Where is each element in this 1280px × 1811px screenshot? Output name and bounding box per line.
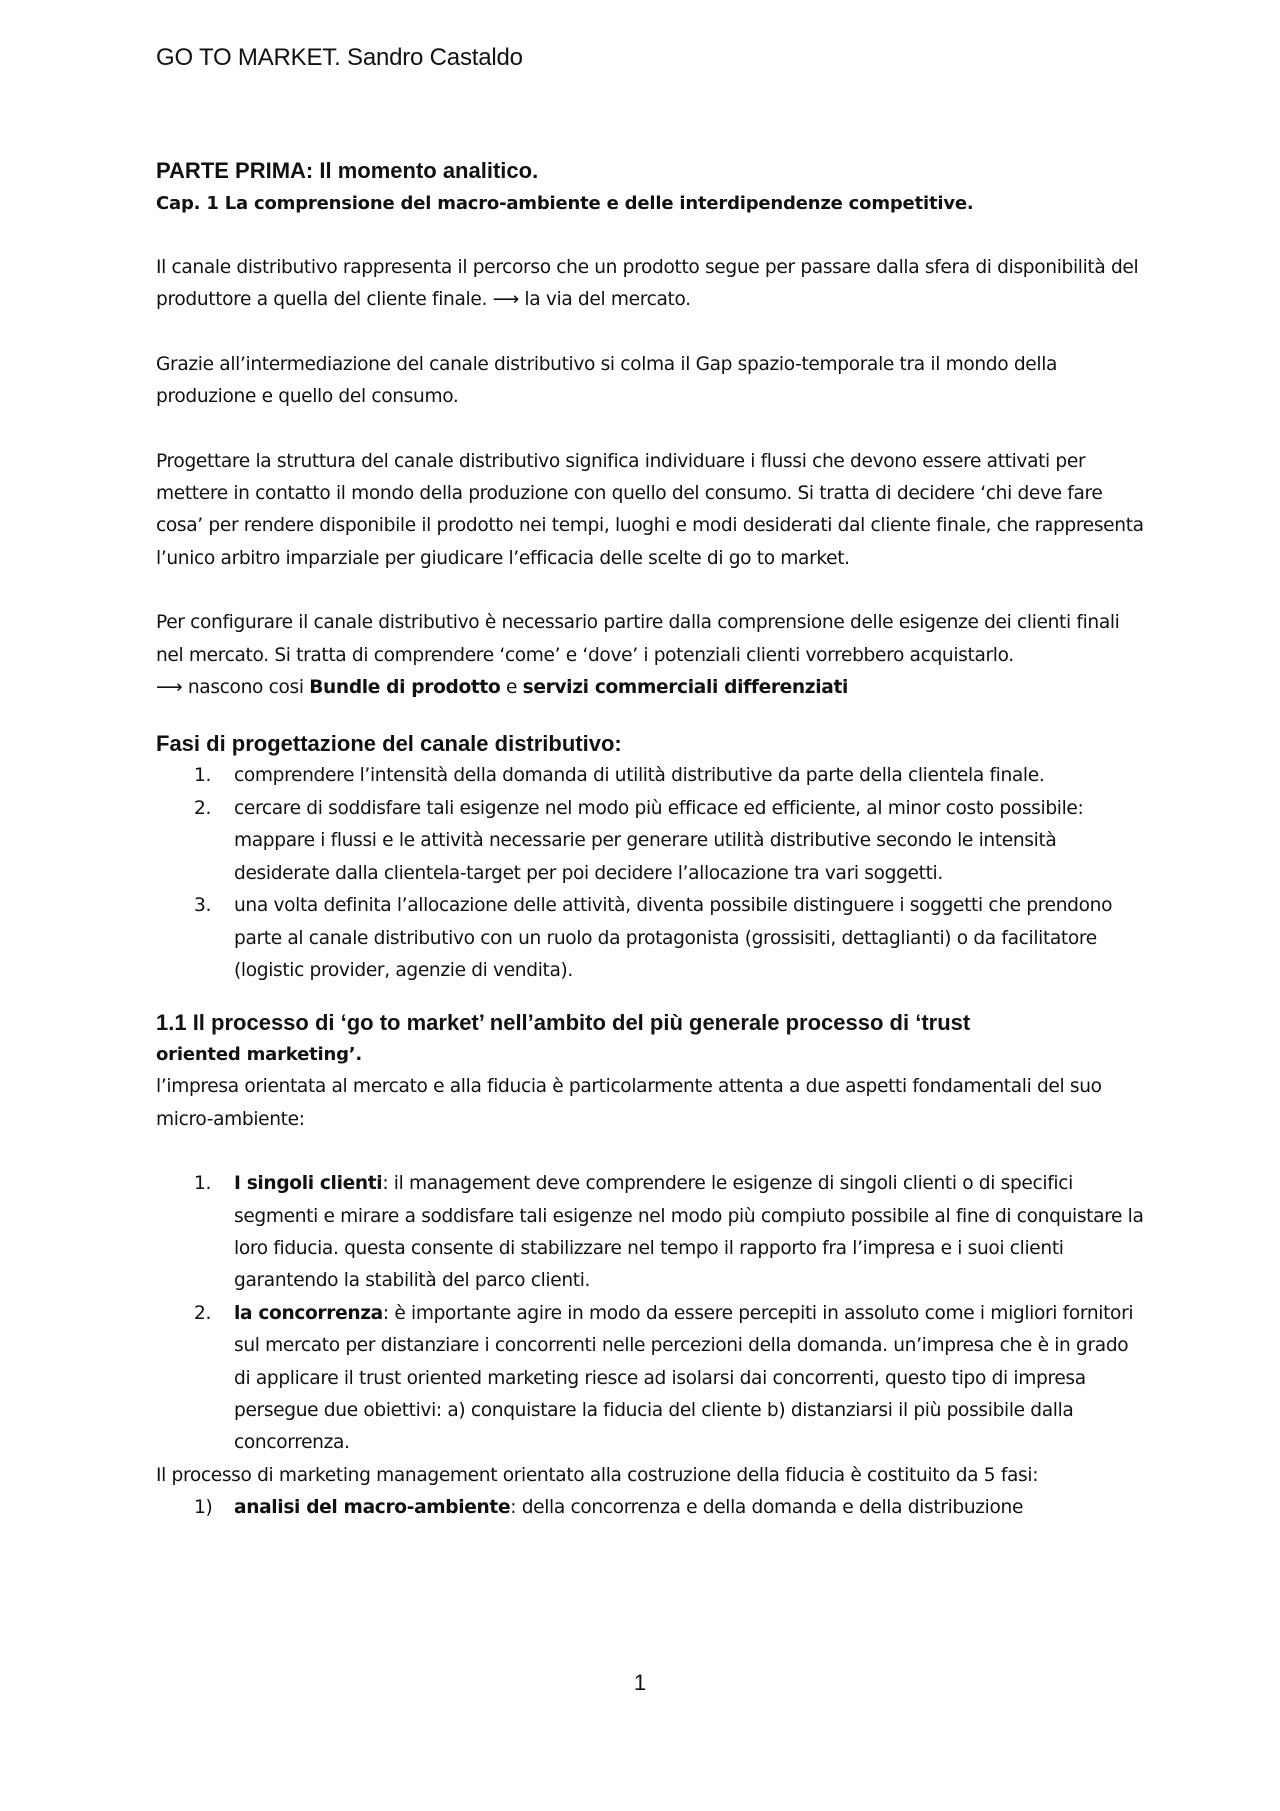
section-heading-cont: oriented marketing’.	[156, 1044, 363, 1066]
paragraph-progettare: Progettare la struttura del canale distributivo significa individuare i flussi che devono essere attivati per mettere in contatto il mondo della produzione con quello del consumo. Si tratta di decidere ‘chi deve fare cosa’ per rendere disponibile il prodotto nei tempi, luoghi e modi desiderati dal cliente finale, che rappresenta l’unico arbitro imparziale per giudicare l’efficacia delle scelte di go to market.	[156, 450, 1144, 569]
phases-list	[156, 760, 1146, 987]
paragraph-intermediazione: Grazie all’intermediazione del canale distributivo si colma il Gap spazio-temporale tra il mondo della produzione e quello del consumo.	[156, 353, 1058, 408]
running-header: GO TO MARKET. Sandro Castaldo	[156, 44, 523, 71]
paragraph-canale: Il canale distributivo rappresenta il percorso che un prodotto segue per passare dalla sfera di disponibilità del produttore a quella del cliente finale. ⟶ la via del mercato.	[156, 257, 1139, 311]
part-title: PARTE PRIMA: Il momento analitico.	[156, 158, 539, 183]
phases-heading: Fasi di progettazione del canale distributivo:	[156, 731, 622, 757]
process-intro: Il processo di marketing management orientato alla costruzione della fiducia è costituito da 5 fasi:	[156, 1464, 1039, 1486]
list-item: 3. una volta definita l’allocazione delle attività, diventa possibile distinguere i soggetti che prendono parte al canale distributivo con un ruolo da protagonista (grossisiti, dettaglianti) o da facilitatore (logistic provider, agenzie di vendita).	[194, 895, 1113, 981]
bundle-bold-1: Bundle di prodotto	[309, 677, 501, 699]
section-heading: 1.1 Il processo di ‘go to market’ nell’ambito del più generale processo di ‘trust	[156, 1010, 971, 1036]
page-content	[156, 154, 1146, 1525]
section-intro: l’impresa orientata al mercato e alla fiducia è particolarmente attenta a due aspetti fondamentali del suo micro-ambiente:	[156, 1076, 1102, 1130]
paragraph-bundle	[156, 672, 1146, 704]
paragraph-configurare: Per configurare il canale distributivo è necessario partire dalla comprensione delle esigenze dei clienti finali nel mercato. Si tratta di comprendere ‘come’ e ‘dove’ i potenziali clienti vorrebbero acquistarlo.	[156, 612, 1120, 666]
list-item: 1) analisi del macro-ambiente: della concorrenza e della domanda e della distribuzione	[194, 1497, 1024, 1519]
bundle-prefix: ⟶ nascono cosi	[156, 677, 310, 699]
list-item: 2. cercare di soddisfare tali esigenze nel modo più efficace ed efficiente, al minor costo possibile: mappare i flussi e le attività necessarie per generare utilità distributive secondo le intensità desiderate dalla clientela-target per poi decidere l’allocazione tra vari soggetti.	[194, 797, 1084, 884]
process-steps-list	[156, 1492, 1146, 1524]
page-number: 1	[633, 1670, 647, 1695]
list-item: 1. I singoli clienti: il management deve comprendere le esigenze di singoli clienti o di specifici segmenti e mirare a soddisfare tali esigenze nel modo più compiuto possibile al fine di conquistare la loro fiducia. questa consente di stabilizzare nel tempo il rapporto fra l’impresa e i suoi clienti garantendo la stabilità del parco clienti.	[194, 1173, 1144, 1292]
chapter-title: Cap. 1 La comprensione del macro-ambiente e delle interdipendenze competitive.	[156, 193, 974, 214]
aspects-list	[156, 1168, 1146, 1460]
bundle-mid: e	[500, 677, 523, 699]
bundle-bold-2: servizi commerciali differenziati	[522, 677, 849, 699]
list-item: 1. comprendere l’intensità della domanda di utilità distributive da parte della clientela finale.	[194, 765, 1045, 787]
list-item: 2. la concorrenza: è importante agire in modo da essere percepiti in assoluto come i migliori fornitori sul mercato per distanziare i concorrenti nelle percezioni della domanda. un’impresa che è in grado di applicare il trust oriented marketing riesce ad isolarsi dai concorrenti, questo tipo di impresa persegue due obiettivi: a) conquistare la fiducia del cliente b) distanziarsi il più possibile dalla concorrenza.	[194, 1302, 1134, 1454]
